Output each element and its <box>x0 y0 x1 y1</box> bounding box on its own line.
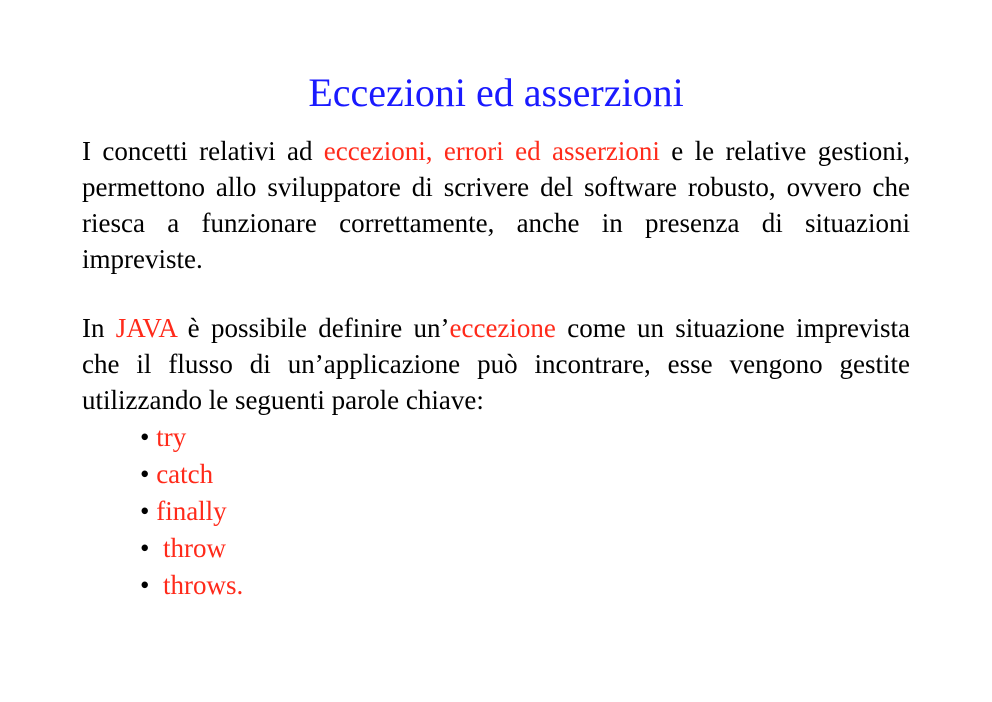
keyword-list <box>140 419 243 604</box>
list-item <box>140 530 243 567</box>
list-item <box>140 493 243 530</box>
intro-text-end: e le relative gestioni, permettono allo sviluppatore di scrivere del software robusto, ovvero che riesca a funzionare correttamente, anche in presenza di situazioni impreviste. <box>82 136 910 274</box>
slide-title: Eccezioni ed asserzioni <box>308 70 684 115</box>
bullet-icon: • <box>140 459 150 489</box>
keyword-throws: throws. <box>162 570 244 600</box>
intro-text-start: I concetti relativi ad <box>82 136 324 166</box>
java-paragraph <box>82 310 910 418</box>
list-item <box>140 567 243 604</box>
java-highlight: JAVA <box>115 313 177 343</box>
eccezione-highlight: eccezione <box>449 313 556 343</box>
keyword-try: try <box>156 422 187 452</box>
list-item <box>140 419 243 456</box>
java-text-3: come un situazione imprevista che il flusso di un’applicazione può incontrare, esse vengono gestite utilizzando le seguenti parole chiave: <box>82 313 911 415</box>
keyword-catch: catch <box>156 459 214 489</box>
bullet-icon: • <box>140 570 150 600</box>
java-text-2: è possibile definire un’ <box>176 313 450 343</box>
bullet-icon: • <box>140 496 150 526</box>
keyword-finally: finally <box>156 496 227 526</box>
java-text-1: In <box>82 313 116 343</box>
keyword-throw: throw <box>162 533 226 563</box>
bullet-icon: • <box>140 533 150 563</box>
intro-highlight: eccezioni, errori ed asserzioni <box>323 136 660 166</box>
bullet-icon: • <box>140 422 150 452</box>
list-item <box>140 456 243 493</box>
intro-paragraph <box>82 133 910 277</box>
